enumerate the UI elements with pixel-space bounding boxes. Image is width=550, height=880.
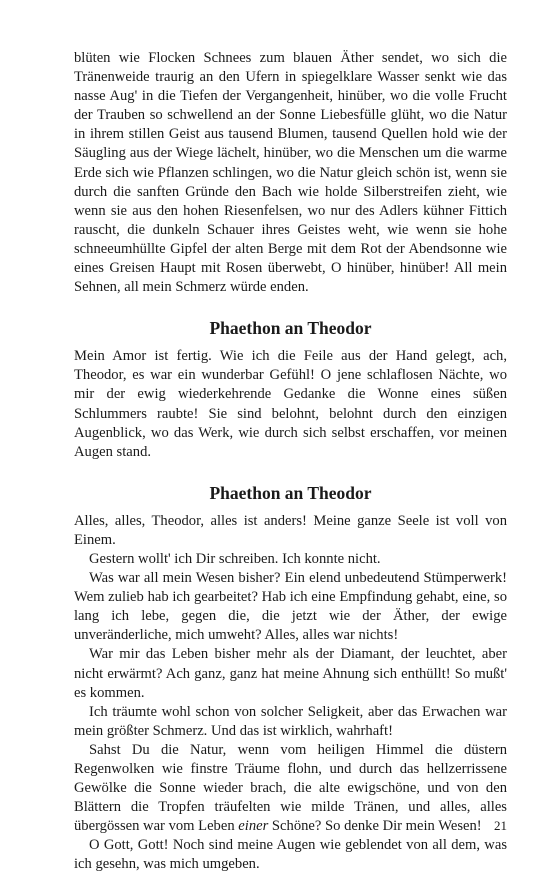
letter-2-paragraph-3: Was war all mein Wesen bisher? Ein elend unbedeutend Stümperwerk! Wem zulieb hab ich gearbeitet? Hab ich eine Empfindung gehabt, eine, so lang ich lebe, gegen die, die jetzt wie der Äther, der ewige unveränderliche, mich umweht? Alles, alles war nichts! <box>74 570 507 644</box>
letter-heading-1: Phaethon an Theodor <box>209 318 372 339</box>
paragraph-6-text-b: Schöne? So denke Dir mein Wesen! <box>268 818 482 835</box>
letter-1-paragraph: Mein Amor ist fertig. Wie ich die Feile aus der Hand gelegt, ach, Theodor, es war ein wunderbar Gefühl! O jene schlaflosen Nächte, wo mir der ewig wiederkehrende Gedanke die Wonne eines süßen Schlummers raubte! Sie sind belohnt, belohnt durch den einzigen Augenblick, wo das Werk, wie durch sich selbst erschaffen, vor meinen Augen stand. <box>74 348 507 460</box>
page-body <box>74 49 507 875</box>
paragraph-6-text-a: Sahst Du die Natur, wenn vom heiligen Himmel die düstern Regenwolken wie finstre Träume flohn, und durch das hellzerrissene Gewölke die Sonne wieder brach, die alte ewigschöne, und von den Blättern die Tropfen träufelten wie milde Tränen, und alles, alles übergössen war vom Leben <box>74 741 507 835</box>
letter-2-paragraph-6 <box>74 741 507 836</box>
letter-2-paragraph-4: War mir das Leben bisher mehr als der Diamant, der leuchtet, aber nicht erwärmt? Ach ganz, ganz hat meine Ahnung sich enthüllt! So mußt' es kommen. <box>74 646 507 701</box>
page-number: 21 <box>494 818 507 833</box>
letter-2-paragraph-5: Ich träumte wohl schon von solcher Seligkeit, aber das Erwachen war mein größter Schmerz. Und das ist wirklich, wahrhaft! <box>74 703 507 739</box>
emphasized-word: einer <box>238 818 269 835</box>
letter-2-paragraph-7: O Gott, Gott! Noch sind meine Augen wie geblendet von all dem, was ich gesehn, was mich umgeben. <box>74 837 507 873</box>
letter-2-paragraph-2: Gestern wollt' ich Dir schreiben. Ich konnte nicht. <box>89 550 381 567</box>
letter-2-paragraph-1: Alles, alles, Theodor, alles ist anders! Meine ganze Seele ist voll von Einem. <box>74 512 507 548</box>
intro-paragraph: blüten wie Flocken Schnees zum blauen Äther sendet, wo sich die Tränenweide traurig an den Ufern in spiegelklare Wasser senkt wie das nasse Aug' in die Tiefen der Vergangenheit, hinüber, wo die volle Frucht der Trauben so schwellend an der Sonne Liebesfülle glüht, wo die Natur in ihrem stillen Geist aus tausend Blumen, tausend Quellen hold wie der Säugling aus der Wiege lächelt, hinüber, wo die Menschen um die warme Erde sich wie Pflanzen schlingen, wo die Natur gleich schön ist, wenn sie durch die sanften Gründe den Bach wie holde Silberstreifen zieht, wie wenn sie aus den hohen Riesenfelsen, wo nur des Adlers kühner Fittich rauscht, die dunkeln Schauer ihres Geistes weht, wie wenn sie hohe schneeumhüllte Gipfel der alten Berge mit dem Rot der Abendsonne wie eines Greisen Haupt mit Rosen überwebt, O hinüber, hinüber! All mein Sehnen, all mein Schmerz würde enden. <box>74 50 507 296</box>
letter-heading-2: Phaethon an Theodor <box>209 482 372 503</box>
